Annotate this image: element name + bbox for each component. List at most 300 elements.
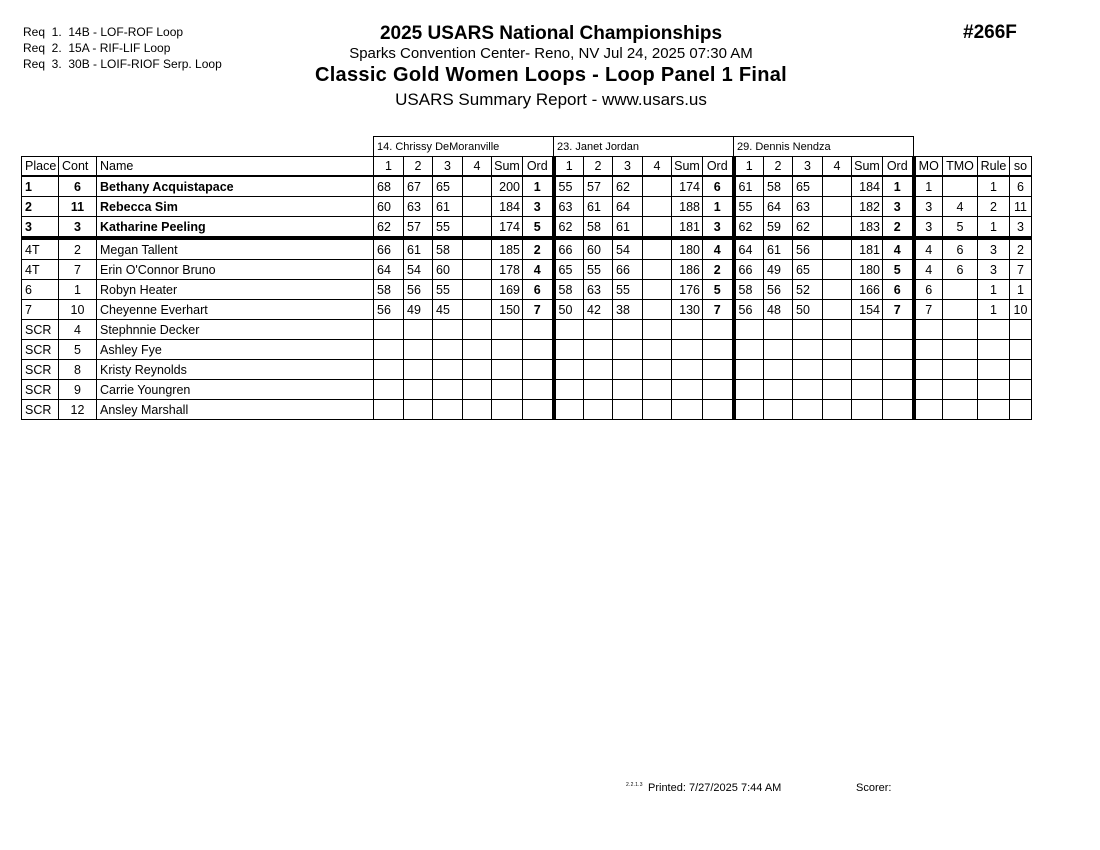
judge-3-score-2-cell: 58 — [764, 176, 793, 197]
judge-2-ordinal-cell: 5 — [703, 280, 734, 300]
judge-2-ordinal-cell: 6 — [703, 176, 734, 197]
cont-cell: 4 — [59, 320, 97, 340]
judge-2-score-2-cell — [584, 340, 613, 360]
judge-3-ordinal-cell — [883, 380, 914, 400]
judge-3-ordinal-cell: 6 — [883, 280, 914, 300]
judge-1-sum-cell — [492, 360, 523, 380]
table-row — [22, 380, 1032, 400]
judge-1-score-1-cell — [374, 400, 404, 420]
judge-1-score-3-cell — [433, 400, 463, 420]
judge-3-score-2-cell — [764, 320, 793, 340]
so-cell: 10 — [1010, 300, 1032, 320]
judge-3-score-1-cell: 58 — [734, 280, 764, 300]
table-row — [22, 176, 1032, 197]
requirement-1: Req 1. 14B - LOF-ROF Loop — [23, 25, 184, 39]
judge-3-score-1-cell — [734, 400, 764, 420]
judge-1-score-1-cell — [374, 380, 404, 400]
judge-2-score-1-cell — [554, 320, 584, 340]
judge-3-ordinal-cell — [883, 340, 914, 360]
judge-3-score-4-cell — [823, 380, 852, 400]
judge-1-sum-cell: 185 — [492, 238, 523, 260]
judge-1-score-3-cell: 55 — [433, 280, 463, 300]
competition-title: 2025 USARS National Championships — [379, 23, 723, 44]
judge-1-sum-cell: 169 — [492, 280, 523, 300]
event-title: Classic Gold Women Loops - Loop Panel 1 Final — [314, 64, 788, 86]
mo-cell: 3 — [914, 217, 943, 239]
place-cell: SCR — [22, 360, 59, 380]
tmo-cell — [943, 300, 978, 320]
col-judge-1-score-4: 4 — [463, 157, 492, 177]
skater-name-cell: Rebecca Sim — [97, 197, 374, 217]
judge-3-score-3-cell: 62 — [793, 217, 823, 239]
judge-2-sum-cell — [672, 320, 703, 340]
judge-3-score-1-cell: 56 — [734, 300, 764, 320]
judge-2-score-4-cell — [643, 360, 672, 380]
judge-3-ordinal-cell: 4 — [883, 238, 914, 260]
judge-1-score-4-cell — [463, 340, 492, 360]
judge-2-score-2-cell — [584, 380, 613, 400]
table-row — [22, 280, 1032, 300]
rule-cell: 3 — [978, 260, 1010, 280]
skater-name-cell: Erin O'Connor Bruno — [97, 260, 374, 280]
judge-3-score-4-cell — [823, 340, 852, 360]
cont-cell: 1 — [59, 280, 97, 300]
rule-cell — [978, 400, 1010, 420]
judge-1-sum-cell — [492, 380, 523, 400]
judge-1-score-4-cell — [463, 197, 492, 217]
judge-2-sum-cell: 130 — [672, 300, 703, 320]
cont-cell: 10 — [59, 300, 97, 320]
judge-2-ordinal-cell: 2 — [703, 260, 734, 280]
judge-3-name: 29. Dennis Nendza — [734, 137, 914, 157]
judge-3-score-2-cell: 48 — [764, 300, 793, 320]
col-judge-2-score-1: 1 — [554, 157, 584, 177]
place-cell: 2 — [22, 197, 59, 217]
judge-2-sum-cell: 186 — [672, 260, 703, 280]
judge-1-score-3-cell — [433, 380, 463, 400]
so-cell — [1010, 400, 1032, 420]
judge-3-score-3-cell: 50 — [793, 300, 823, 320]
tmo-cell — [943, 320, 978, 340]
judge-3-score-3-cell — [793, 400, 823, 420]
col-judge-2-ord: Ord — [703, 157, 734, 177]
judge-1-score-3-cell — [433, 360, 463, 380]
judge-2-score-3-cell: 64 — [613, 197, 643, 217]
judge-2-score-2-cell: 61 — [584, 197, 613, 217]
so-cell: 11 — [1010, 197, 1032, 217]
tmo-cell — [943, 380, 978, 400]
judge-3-ordinal-cell — [883, 320, 914, 340]
judge-1-ordinal-cell: 3 — [523, 197, 554, 217]
judge-3-sum-cell — [852, 340, 883, 360]
judge-3-score-4-cell — [823, 320, 852, 340]
so-cell: 2 — [1010, 238, 1032, 260]
place-cell: SCR — [22, 340, 59, 360]
judge-3-score-3-cell — [793, 340, 823, 360]
judge-2-score-1-cell: 55 — [554, 176, 584, 197]
table-row — [22, 260, 1032, 280]
judge-2-score-1-cell — [554, 340, 584, 360]
col-tmo: TMO — [943, 157, 978, 177]
judge-2-sum-cell: 188 — [672, 197, 703, 217]
judge-1-score-2-cell: 56 — [404, 280, 433, 300]
judge-1-sum-cell: 184 — [492, 197, 523, 217]
judge-3-score-2-cell: 61 — [764, 238, 793, 260]
col-judge-3-score-3: 3 — [793, 157, 823, 177]
col-judge-1-ord: Ord — [523, 157, 554, 177]
judge-2-ordinal-cell: 4 — [703, 238, 734, 260]
judge-1-ordinal-cell: 4 — [523, 260, 554, 280]
skater-name-cell: Cheyenne Everhart — [97, 300, 374, 320]
judge-3-sum-cell: 183 — [852, 217, 883, 239]
scorer-label: Scorer: — [856, 782, 892, 794]
judge-2-score-1-cell — [554, 380, 584, 400]
judge-2-ordinal-cell: 1 — [703, 197, 734, 217]
judge-2-score-2-cell: 42 — [584, 300, 613, 320]
cont-cell: 9 — [59, 380, 97, 400]
judge-2-sum-cell — [672, 400, 703, 420]
report-subtitle: USARS Summary Report - www.usars.us — [395, 90, 707, 109]
col-judge-2-score-4: 4 — [643, 157, 672, 177]
skater-name-cell: Kristy Reynolds — [97, 360, 374, 380]
judge-3-sum-cell: 154 — [852, 300, 883, 320]
judge-3-score-3-cell — [793, 380, 823, 400]
rule-cell: 3 — [978, 238, 1010, 260]
col-place: Place — [22, 157, 59, 177]
judge-1-score-2-cell — [404, 380, 433, 400]
judge-1-sum-cell: 178 — [492, 260, 523, 280]
judge-2-score-4-cell — [643, 197, 672, 217]
so-cell — [1010, 340, 1032, 360]
skater-name-cell: Stephnnie Decker — [97, 320, 374, 340]
mo-cell: 1 — [914, 176, 943, 197]
judge-2-score-4-cell — [643, 320, 672, 340]
judge-1-score-2-cell: 63 — [404, 197, 433, 217]
place-cell: SCR — [22, 400, 59, 420]
judge-1-sum-cell — [492, 340, 523, 360]
judge-3-score-3-cell — [793, 360, 823, 380]
judge-3-score-1-cell — [734, 340, 764, 360]
judge-1-score-3-cell: 61 — [433, 197, 463, 217]
place-cell: SCR — [22, 380, 59, 400]
judge-2-score-2-cell: 58 — [584, 217, 613, 239]
cont-cell: 6 — [59, 176, 97, 197]
table-row — [22, 197, 1032, 217]
judge-3-score-3-cell — [793, 320, 823, 340]
judge-3-score-2-cell — [764, 340, 793, 360]
so-cell — [1010, 360, 1032, 380]
judge-3-ordinal-cell — [883, 360, 914, 380]
cont-cell: 11 — [59, 197, 97, 217]
judge-1-score-4-cell — [463, 217, 492, 239]
tmo-cell — [943, 400, 978, 420]
rule-cell: 1 — [978, 176, 1010, 197]
judge-3-sum-cell: 181 — [852, 238, 883, 260]
judge-2-score-4-cell — [643, 300, 672, 320]
judge-1-score-1-cell: 58 — [374, 280, 404, 300]
judge-2-sum-cell — [672, 340, 703, 360]
mo-cell: 6 — [914, 280, 943, 300]
judge-3-score-2-cell: 64 — [764, 197, 793, 217]
judge-1-score-3-cell: 45 — [433, 300, 463, 320]
judge-3-score-1-cell: 61 — [734, 176, 764, 197]
judge-3-score-4-cell — [823, 238, 852, 260]
col-cont: Cont — [59, 157, 97, 177]
judge-2-score-2-cell: 57 — [584, 176, 613, 197]
judge-1-ordinal-cell: 5 — [523, 217, 554, 239]
judge-2-score-4-cell — [643, 340, 672, 360]
software-version: 2.2.1.3 — [626, 782, 643, 788]
judge-1-sum-cell: 200 — [492, 176, 523, 197]
judge-1-score-2-cell — [404, 360, 433, 380]
cont-cell: 2 — [59, 238, 97, 260]
skater-name-cell: Megan Tallent — [97, 238, 374, 260]
mo-cell — [914, 400, 943, 420]
table-row — [22, 238, 1032, 260]
judge-1-score-1-cell: 60 — [374, 197, 404, 217]
judge-1-score-2-cell — [404, 320, 433, 340]
judge-2-score-3-cell: 61 — [613, 217, 643, 239]
tmo-cell: 6 — [943, 238, 978, 260]
col-judge-2-score-3: 3 — [613, 157, 643, 177]
tmo-cell — [943, 176, 978, 197]
cont-cell: 8 — [59, 360, 97, 380]
skater-name-cell: Katharine Peeling — [97, 217, 374, 239]
venue-datetime: Sparks Convention Center- Reno, NV Jul 24, 2025 07:30 AM — [349, 45, 753, 62]
judge-2-score-1-cell: 62 — [554, 217, 584, 239]
judge-1-score-2-cell: 57 — [404, 217, 433, 239]
judge-2-score-4-cell — [643, 380, 672, 400]
rule-cell: 1 — [978, 217, 1010, 239]
col-judge-2-sum: Sum — [672, 157, 703, 177]
judge-3-sum-cell — [852, 380, 883, 400]
judge-1-name: 14. Chrissy DeMoranville — [374, 137, 554, 157]
judge-3-score-3-cell: 52 — [793, 280, 823, 300]
place-cell: 4T — [22, 238, 59, 260]
judge-3-score-3-cell: 56 — [793, 238, 823, 260]
judge-2-sum-cell — [672, 360, 703, 380]
judge-2-score-2-cell — [584, 320, 613, 340]
place-cell: 1 — [22, 176, 59, 197]
col-judge-1-score-2: 2 — [404, 157, 433, 177]
judge-3-score-4-cell — [823, 176, 852, 197]
mo-cell — [914, 320, 943, 340]
judge-1-score-1-cell — [374, 320, 404, 340]
judge-2-sum-cell: 180 — [672, 238, 703, 260]
mo-cell: 7 — [914, 300, 943, 320]
judge-3-ordinal-cell: 3 — [883, 197, 914, 217]
rule-cell: 1 — [978, 300, 1010, 320]
skater-name-cell: Ansley Marshall — [97, 400, 374, 420]
so-cell: 1 — [1010, 280, 1032, 300]
requirement-2: Req 2. 15A - RIF-LIF Loop — [23, 41, 171, 55]
judge-3-score-4-cell — [823, 400, 852, 420]
col-judge-1-sum: Sum — [492, 157, 523, 177]
judge-2-score-3-cell — [613, 400, 643, 420]
place-cell: 3 — [22, 217, 59, 239]
col-mo: MO — [914, 157, 943, 177]
judge-1-score-1-cell — [374, 360, 404, 380]
judge-3-score-4-cell — [823, 280, 852, 300]
skater-name-cell: Bethany Acquistapace — [97, 176, 374, 197]
judge-1-sum-cell — [492, 400, 523, 420]
judge-2-score-4-cell — [643, 217, 672, 239]
judge-1-score-4-cell — [463, 320, 492, 340]
judge-3-score-4-cell — [823, 300, 852, 320]
rule-cell: 2 — [978, 197, 1010, 217]
judge-1-score-3-cell — [433, 320, 463, 340]
col-judge-1-score-3: 3 — [433, 157, 463, 177]
judge-2-score-3-cell — [613, 340, 643, 360]
judge-2-score-4-cell — [643, 400, 672, 420]
judge-2-score-2-cell: 60 — [584, 238, 613, 260]
col-so: so — [1010, 157, 1032, 177]
judge-2-name: 23. Janet Jordan — [554, 137, 734, 157]
judge-2-ordinal-cell — [703, 360, 734, 380]
judge-2-score-4-cell — [643, 176, 672, 197]
judge-2-score-2-cell — [584, 400, 613, 420]
judge-1-score-1-cell: 62 — [374, 217, 404, 239]
judge-2-ordinal-cell: 3 — [703, 217, 734, 239]
place-cell: 6 — [22, 280, 59, 300]
judge-2-score-3-cell: 66 — [613, 260, 643, 280]
judge-1-ordinal-cell — [523, 320, 554, 340]
judge-1-ordinal-cell: 6 — [523, 280, 554, 300]
judge-2-ordinal-cell — [703, 320, 734, 340]
tmo-cell — [943, 360, 978, 380]
judge-3-score-1-cell: 55 — [734, 197, 764, 217]
so-cell: 6 — [1010, 176, 1032, 197]
table-row — [22, 217, 1032, 239]
judge-1-ordinal-cell: 7 — [523, 300, 554, 320]
judge-3-score-2-cell: 59 — [764, 217, 793, 239]
judge-2-sum-cell — [672, 380, 703, 400]
cont-cell: 7 — [59, 260, 97, 280]
judge-1-score-3-cell — [433, 340, 463, 360]
skater-name-cell: Robyn Heater — [97, 280, 374, 300]
judge-1-sum-cell — [492, 320, 523, 340]
judge-3-score-4-cell — [823, 197, 852, 217]
judge-1-ordinal-cell — [523, 360, 554, 380]
judge-2-ordinal-cell: 7 — [703, 300, 734, 320]
judge-3-score-4-cell — [823, 217, 852, 239]
judge-1-score-4-cell — [463, 300, 492, 320]
judge-1-score-1-cell — [374, 340, 404, 360]
judge-2-sum-cell: 176 — [672, 280, 703, 300]
judge-1-sum-cell: 174 — [492, 217, 523, 239]
judge-3-ordinal-cell: 5 — [883, 260, 914, 280]
mo-cell: 3 — [914, 197, 943, 217]
judge-3-ordinal-cell: 1 — [883, 176, 914, 197]
judge-1-score-2-cell: 54 — [404, 260, 433, 280]
judge-2-score-3-cell: 38 — [613, 300, 643, 320]
judge-1-ordinal-cell: 1 — [523, 176, 554, 197]
judge-1-score-4-cell — [463, 238, 492, 260]
requirement-3: Req 3. 30B - LOIF-RIOF Serp. Loop — [23, 57, 222, 71]
judge-2-ordinal-cell — [703, 380, 734, 400]
judge-3-sum-cell: 180 — [852, 260, 883, 280]
judge-2-score-4-cell — [643, 280, 672, 300]
judge-1-score-3-cell: 60 — [433, 260, 463, 280]
so-cell: 3 — [1010, 217, 1032, 239]
judge-2-score-4-cell — [643, 260, 672, 280]
judge-3-score-1-cell — [734, 320, 764, 340]
col-judge-3-score-4: 4 — [823, 157, 852, 177]
judge-1-score-4-cell — [463, 380, 492, 400]
judge-3-score-2-cell: 49 — [764, 260, 793, 280]
judge-2-ordinal-cell — [703, 400, 734, 420]
judge-1-ordinal-cell: 2 — [523, 238, 554, 260]
judge-1-score-1-cell: 64 — [374, 260, 404, 280]
judge-3-score-4-cell — [823, 360, 852, 380]
judge-2-score-3-cell — [613, 320, 643, 340]
cont-cell: 3 — [59, 217, 97, 239]
judge-1-score-2-cell — [404, 400, 433, 420]
judge-3-score-3-cell: 65 — [793, 176, 823, 197]
judge-2-score-1-cell: 58 — [554, 280, 584, 300]
so-cell: 7 — [1010, 260, 1032, 280]
judge-3-score-1-cell — [734, 380, 764, 400]
judge-1-score-3-cell: 58 — [433, 238, 463, 260]
judge-1-sum-cell: 150 — [492, 300, 523, 320]
mo-cell — [914, 360, 943, 380]
judge-2-score-2-cell: 63 — [584, 280, 613, 300]
col-judge-3-ord: Ord — [883, 157, 914, 177]
printed-timestamp: Printed: 7/27/2025 7:44 AM — [648, 782, 782, 794]
judge-3-sum-cell — [852, 360, 883, 380]
judge-2-score-3-cell — [613, 380, 643, 400]
judge-2-score-1-cell: 66 — [554, 238, 584, 260]
col-judge-1-score-1: 1 — [374, 157, 404, 177]
judge-1-score-1-cell: 56 — [374, 300, 404, 320]
judge-1-score-1-cell: 66 — [374, 238, 404, 260]
judge-header-row — [22, 137, 1032, 157]
place-cell: 7 — [22, 300, 59, 320]
judge-3-score-1-cell: 64 — [734, 238, 764, 260]
judge-3-score-2-cell — [764, 360, 793, 380]
tmo-cell: 4 — [943, 197, 978, 217]
judge-3-score-2-cell — [764, 400, 793, 420]
judge-2-score-1-cell — [554, 400, 584, 420]
mo-cell — [914, 380, 943, 400]
judge-3-sum-cell: 184 — [852, 176, 883, 197]
col-judge-2-score-2: 2 — [584, 157, 613, 177]
judge-3-score-1-cell: 62 — [734, 217, 764, 239]
judge-1-score-2-cell: 49 — [404, 300, 433, 320]
col-rule: Rule — [978, 157, 1010, 177]
skater-name-cell: Ashley Fye — [97, 340, 374, 360]
col-judge-3-score-1: 1 — [734, 157, 764, 177]
table-row — [22, 300, 1032, 320]
mo-cell: 4 — [914, 260, 943, 280]
judge-1-score-2-cell: 67 — [404, 176, 433, 197]
table-row — [22, 340, 1032, 360]
judge-3-sum-cell: 166 — [852, 280, 883, 300]
judge-3-score-2-cell — [764, 380, 793, 400]
event-number: #266F — [963, 22, 1017, 43]
table-row — [22, 400, 1032, 420]
skater-name-cell: Carrie Youngren — [97, 380, 374, 400]
judge-2-score-1-cell: 65 — [554, 260, 584, 280]
rule-cell — [978, 340, 1010, 360]
judge-1-score-2-cell: 61 — [404, 238, 433, 260]
judge-1-ordinal-cell — [523, 380, 554, 400]
cont-cell: 5 — [59, 340, 97, 360]
judge-1-score-3-cell: 65 — [433, 176, 463, 197]
judge-2-sum-cell: 181 — [672, 217, 703, 239]
col-judge-3-sum: Sum — [852, 157, 883, 177]
judge-1-score-4-cell — [463, 176, 492, 197]
